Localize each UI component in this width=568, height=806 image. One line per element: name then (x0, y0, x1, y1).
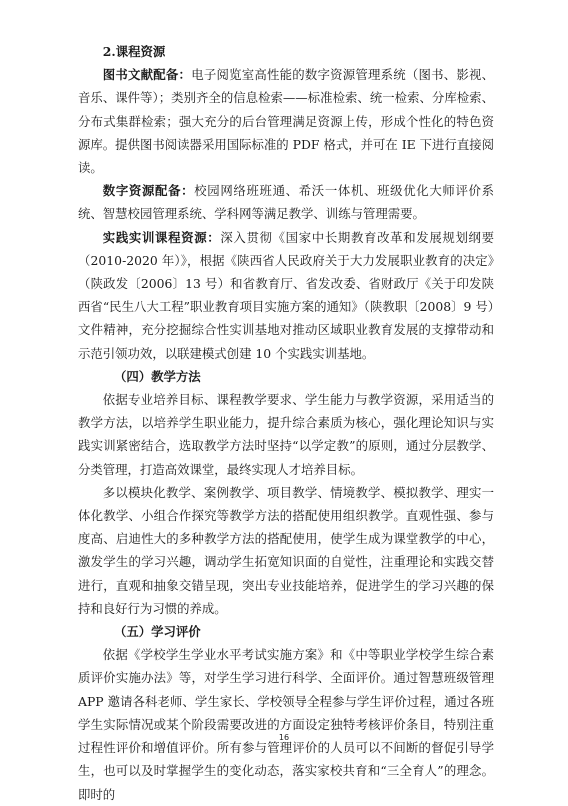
label-digital-resources: 数字资源配备： (102, 183, 195, 199)
paragraph-learning-evaluation: 依据《学校学生学业水平考试实施方案》和《中等职业学校学生综合素质评价实施办法》等，对学生学习进行科学、全面评价。通过智慧班级管理 APP 邀请各科老师、学生家长、学校领导全程参与学生评价过程，通过各班学生实际情况或某个阶段需要改进的方面设定独特考核评价条目，特别注重过程性评价和增值评价。所有参与管理评价的人员可以不间断的督促引导学生，也可以及时掌握学生的变化动态，落实家校共育和“三全育人”的理念。即时的 (78, 647, 494, 802)
text-digital-resources: 校园网络班班通、希沃一体机、班级优化大师评价系统、智慧校园管理系统、学科网等满足教学、训练与管理需要。 (78, 183, 494, 222)
text-book-resources: 电子阅览室高性能的数字资源管理系统（图书、影视、音乐、课件等）；类别齐全的信息检索——标准检索、统一检索、分库检索、分布式集群检索；强大充分的后台管理满足资源上传，形成个性化的特色资源库。提供图书阅读器采用国际标准的 PDF 格式，并可在 IE 下进行直接阅读。 (78, 67, 495, 176)
paragraph-teaching-methods-1: 依据专业培养目标、课程教学要求、学生能力与教学资源，采用适当的教学方法，以培养学生职业能力，提升综合素质为核心，强化理论知识与实践实训紧密结合，选取教学方法时坚持“以学定教”的原则，通过分层教学、分类管理，打造高效课堂，最终实现人才培养目标。 (78, 392, 494, 477)
section-heading-resources: 2.课程资源 (102, 44, 166, 59)
paragraph-digital-resources (78, 179, 494, 225)
section-heading-learning-evaluation: （五）学习评价 (113, 624, 201, 640)
paragraph-practice-resources (78, 226, 494, 365)
label-book-resources: 图书文献配备： (102, 67, 192, 83)
page-number: 16 (278, 733, 290, 742)
section-heading-teaching-methods: （四）教学方法 (113, 368, 201, 384)
paragraph-teaching-methods-2: 多以模块化教学、案例教学、项目教学、情境教学、模拟教学、理实一体化教学、小组合作探究等教学方法的搭配使用组织教学。直观性强、参与度高、启迪性大的多种教学方法的搭配使用，使学生成为课堂教学的中心，激发学生的学习兴趣，调动学生拓宽知识面的自觉性，注重理论和实践交替进行，直观和抽象交错呈现，突出专业技能培养，促进学生的学习兴趣的保持和良好行为习惯的养成。 (78, 484, 494, 616)
paragraph-book-resources (78, 63, 494, 179)
label-practice-resources: 实践实训课程资源： (102, 229, 221, 245)
text-practice-resources: 深入贯彻《国家中长期教育改革和发展规划纲要（2010-2020 年）》，根据《陕西省人民政府关于大力发展职业教育的决定》（陕政发〔2006〕13 号）和省教育厅、省发改委、省财政厅《关于印发陕西省“民生八大工程”职业教育项目实施方案的通知》（陕教职〔2008〕9 号）文件精神，充分挖掘综合性实训基地对推动区域职业教育发展的支撑带动和示范引领功效，以联建模式创建 10 个实践实训基地。 (78, 229, 494, 361)
